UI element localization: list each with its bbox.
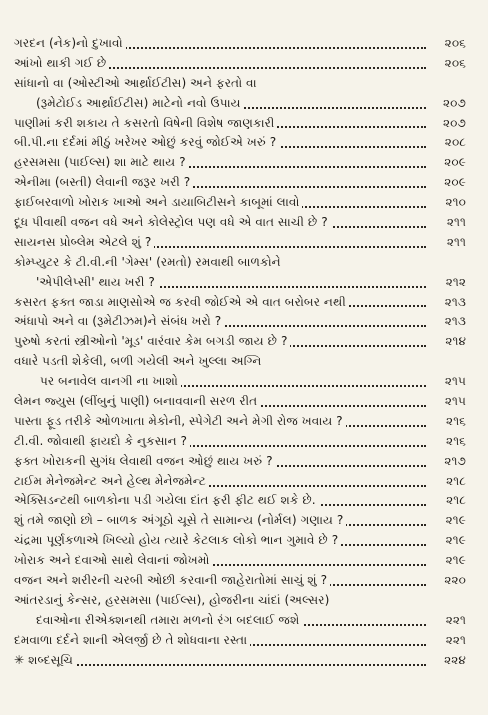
toc-entry-title xyxy=(14,133,426,153)
toc-entry-text: એનીમા (બસ્તી) લેવાની જરૂર ખરી ? xyxy=(14,175,193,189)
toc-entry-title xyxy=(14,591,426,611)
toc-entry-text: દૂધ પીવાથી વજન વધે અને કોલેસ્ટ્રોલ પણ વધે એ વાત સાચી છે ? xyxy=(14,215,331,229)
toc-entry xyxy=(0,511,488,531)
toc-entry-title xyxy=(14,332,426,352)
toc-entry-title xyxy=(14,511,426,531)
toc-entry xyxy=(0,193,488,213)
toc-entry-text: ખોરાક અને દવાઓ સાથે લેવાનાં જોખમો xyxy=(14,553,212,567)
toc-entry-title xyxy=(14,432,426,452)
toc-entry-text: આંખો થાકી ગઈ છે xyxy=(14,56,109,70)
toc-entry xyxy=(0,173,488,193)
toc-entry-page-number: ૨૨૪ xyxy=(444,652,466,667)
toc-entry-page-number: ૨૦૬ xyxy=(444,36,466,50)
toc-entry-page-number: ૨૧૦ xyxy=(445,195,466,210)
toc-entry xyxy=(0,133,488,153)
toc-entry-text: ટી.વી. જોવાથી ફાયદો કે નુકસાન ? xyxy=(14,434,190,448)
toc-entry-title xyxy=(14,253,426,273)
toc-entry-title xyxy=(14,452,426,472)
toc-entry-text: એક્સિડન્ટથી બાળકોના પડી ગયેલા દાંત ફરી ફીટ થઈ શકે છે. xyxy=(14,493,319,507)
toc-entry-title xyxy=(14,571,426,591)
toc-entry-text: આંતરડાનું કેન્સર, હરસમસા (પાઈલ્સ), હોજરીના ચાંદાં (અલ્સર) xyxy=(14,593,332,607)
toc-entry-page-number: ૨૨૧ xyxy=(445,612,466,627)
toc-entry-text: પર બનાવેલ વાનગી ના ખાશો xyxy=(40,374,181,388)
toc-entry-title xyxy=(14,193,426,213)
toc-entry xyxy=(0,114,488,134)
toc-entry-title xyxy=(14,551,426,571)
toc-entry-title xyxy=(14,312,426,332)
toc-entry-title xyxy=(14,352,426,372)
toc-entry xyxy=(0,631,488,651)
toc-entry-text: કસરત ફક્ત જાડા માણસોએ જ કરવી જોઈએ એ વાત બરોબર નથી xyxy=(14,295,349,309)
toc-entry-page-number: ૨૧૫ xyxy=(444,374,466,389)
toc-entry-text: બી.પી.ના દર્દમાં મીઠું ખરેખર ઓછું કરવું જોઈએ ખરું ? xyxy=(14,135,279,149)
toc-entry xyxy=(0,491,488,511)
toc-entry-title xyxy=(14,213,426,233)
toc-entry-title xyxy=(14,631,426,651)
toc-entry-title xyxy=(14,392,426,412)
toc-entry-title xyxy=(14,153,426,173)
toc-entry-title xyxy=(36,94,426,114)
toc-entry-text: અંધાપો અને વા (રૂમેટીઝમ)ને સંબંધ ખરો ? xyxy=(14,314,224,328)
toc-entry-text: 'એપીલેપ્સી' થાય ખરી ? xyxy=(36,275,158,289)
toc-entry-title xyxy=(14,293,426,313)
toc-entry-text: પુરુષો કરતાં સ્ત્રીઓનો 'મૂડ' વારંવાર કેમ બગડી જાય છે ? xyxy=(14,334,290,348)
toc-entry-page-number: ૨૧૧ xyxy=(446,234,466,249)
toc-entry xyxy=(0,273,488,293)
toc-entry-text: વધારે પડતી શેકેલી, બળી ગયેલી અને ખુલ્લા અગ્નિ xyxy=(14,354,264,368)
toc-entry xyxy=(0,551,488,571)
toc-entry-page-number: ૨૧૪ xyxy=(445,334,466,349)
toc-entry xyxy=(0,312,488,332)
toc-entry-page-number: ૨૧૩ xyxy=(444,294,466,309)
toc-entry-text: પાસ્તા ફૂડ તરીકે ઓળખાતા મેકોની, સ્પેગેટી અને મેગી રોજ ખવાય ? xyxy=(14,414,346,428)
toc-entry-title xyxy=(14,651,426,671)
toc-entry-text: વજન અને શરીરની ચરબી ઓછી કરવાની જાહેરાતોમાં સાચું શું ? xyxy=(14,573,330,587)
toc-entry-page-number: ૨૧૬ xyxy=(446,433,466,448)
toc-entry-title xyxy=(36,273,426,293)
toc-entry xyxy=(0,452,488,472)
toc-entry xyxy=(0,531,488,551)
toc-entry-page-number: ૨૧૩ xyxy=(444,314,466,329)
toc-entry-page-number: ૨૧૬ xyxy=(446,413,466,428)
toc-entry-text: પાણીમાં કરી શકાય તે કસરતો વિષેની વિશેષ જાણકારી xyxy=(14,116,277,130)
toc-entry-page-number: ૨૧૨ xyxy=(445,274,466,289)
toc-entry-title xyxy=(14,233,426,253)
toc-entry xyxy=(0,54,488,74)
toc-entry-page-number: ૨૧૧ xyxy=(446,215,466,230)
toc-entry-text: સાંધાનો વા (ઓસ્ટીઓ આર્થ્રાઈટીસ) અને ફરતો વા xyxy=(14,76,260,90)
toc-entry-page-number: ૨૨૦ xyxy=(444,573,466,588)
toc-entry xyxy=(0,94,488,114)
toc-entry-page-number: ૨૦૭ xyxy=(443,115,466,130)
toc-entry-page-number: ૨૧૮ xyxy=(446,493,466,508)
toc-entry-page-number: ૨૧૭ xyxy=(444,453,466,468)
toc-entry xyxy=(0,233,488,253)
toc-entry xyxy=(0,332,488,352)
toc-entry-title xyxy=(14,531,426,551)
toc-entry-text: સાયનસ પ્રોબ્લેમ એટલે શું ? xyxy=(14,235,154,249)
toc-entry-title xyxy=(14,491,426,511)
toc-entry-text: દવાઓના રીએક્શનથી તમારા મળનો રંગ બદલાઈ જશે xyxy=(36,613,302,627)
toc-entry-page-number: ૨૧૯ xyxy=(445,533,466,548)
toc-entry-page-number: ૨૧૮ xyxy=(446,473,466,488)
toc-entry xyxy=(0,412,488,432)
toc-entry-text: કોમ્પ્યુટર કે ટી.વી.ની 'ગેમ્સ' (રમતો) રમવાથી બાળકોને xyxy=(14,255,284,269)
toc-entry-page-number: ૨૦૯ xyxy=(444,155,466,170)
toc-entry-text: ચંદ્રમા પૂર્ણકળાએ ખિલ્યો હોય ત્યારે કેટલાક લોકો ભાન ગુમાવે છે ? xyxy=(14,533,341,547)
toc-entry xyxy=(0,293,488,313)
toc-entry xyxy=(0,472,488,492)
toc-entry-title xyxy=(36,611,426,631)
toc-entry-title xyxy=(14,54,426,74)
toc-entry xyxy=(0,432,488,452)
toc-entry xyxy=(0,74,488,94)
toc-entry-title xyxy=(14,412,426,432)
toc-entry xyxy=(0,253,488,273)
toc-entry-text: ગરદન (નેક)નો દુખાવો xyxy=(14,36,126,50)
toc-entry xyxy=(0,651,488,671)
toc-entry-title xyxy=(14,472,426,492)
toc-entry xyxy=(0,571,488,591)
toc-entry xyxy=(0,153,488,173)
toc-entry-text: ટાઈમ મેનેજમેન્ટ અને હેલ્થ મેનેજમેન્ટ xyxy=(14,474,209,488)
toc-entry-text: (રૂમેટોઈડ આર્થ્રાઈટીસ) માટેનો નવો ઉપાય xyxy=(36,96,244,110)
toc-entry-page-number: ૨૧૯ xyxy=(445,553,466,568)
toc-entry-text: ફાઈબરવાળો ખોરાક ખાઓ અને ડાયાબિટીસને કાબૂમાં લાવો xyxy=(14,195,302,209)
toc-entry-text: ફક્ત ખોરાકની સુગંધ લેવાથી વજન ઓછું થાય ખરું ? xyxy=(14,454,276,468)
toc-entry xyxy=(0,392,488,412)
toc-entry-page-number: ૨૦૯ xyxy=(444,175,466,190)
toc-entry xyxy=(0,611,488,631)
toc-entry-text: દમવાળા દર્દને શાની એલર્જી છે તે શોધવાના રસ્તા xyxy=(14,633,250,647)
toc-entry-page-number: ૨૦૭ xyxy=(443,95,466,110)
toc-entry-title xyxy=(14,34,426,54)
toc-entry-text: ✳ શબ્દસૂચિ xyxy=(14,653,76,667)
table-of-contents xyxy=(0,34,488,671)
toc-entry-title xyxy=(14,173,426,193)
toc-entry-title xyxy=(40,372,426,392)
toc-entry-page-number: ૨૨૧ xyxy=(445,632,466,647)
toc-entry xyxy=(0,213,488,233)
toc-entry-title xyxy=(14,114,426,134)
toc-entry-text: લેમન જ્યુસ (લીંબુનું પાણી) બનાવવાની સરળ રીત xyxy=(14,394,260,408)
toc-entry-page-number: ૨૧૯ xyxy=(445,513,466,528)
toc-entry xyxy=(0,352,488,372)
toc-entry-title xyxy=(14,74,426,94)
toc-entry-text: શું તમે જાણો છો – બાળક અંગૂઠો ચૂસે તે સામાન્ય (નોર્મલ) ગણાય ? xyxy=(14,513,346,527)
toc-entry-page-number: ૨૦૬ xyxy=(444,55,466,70)
toc-entry-page-number: ૨૧૫ xyxy=(444,394,466,409)
toc-entry xyxy=(0,591,488,611)
toc-entry xyxy=(0,372,488,392)
toc-entry-page-number: ૨૦૮ xyxy=(444,135,466,150)
toc-entry-text: હરસમસા (પાઈલ્સ) શા માટે થાય ? xyxy=(14,155,189,169)
toc-entry xyxy=(0,34,488,54)
